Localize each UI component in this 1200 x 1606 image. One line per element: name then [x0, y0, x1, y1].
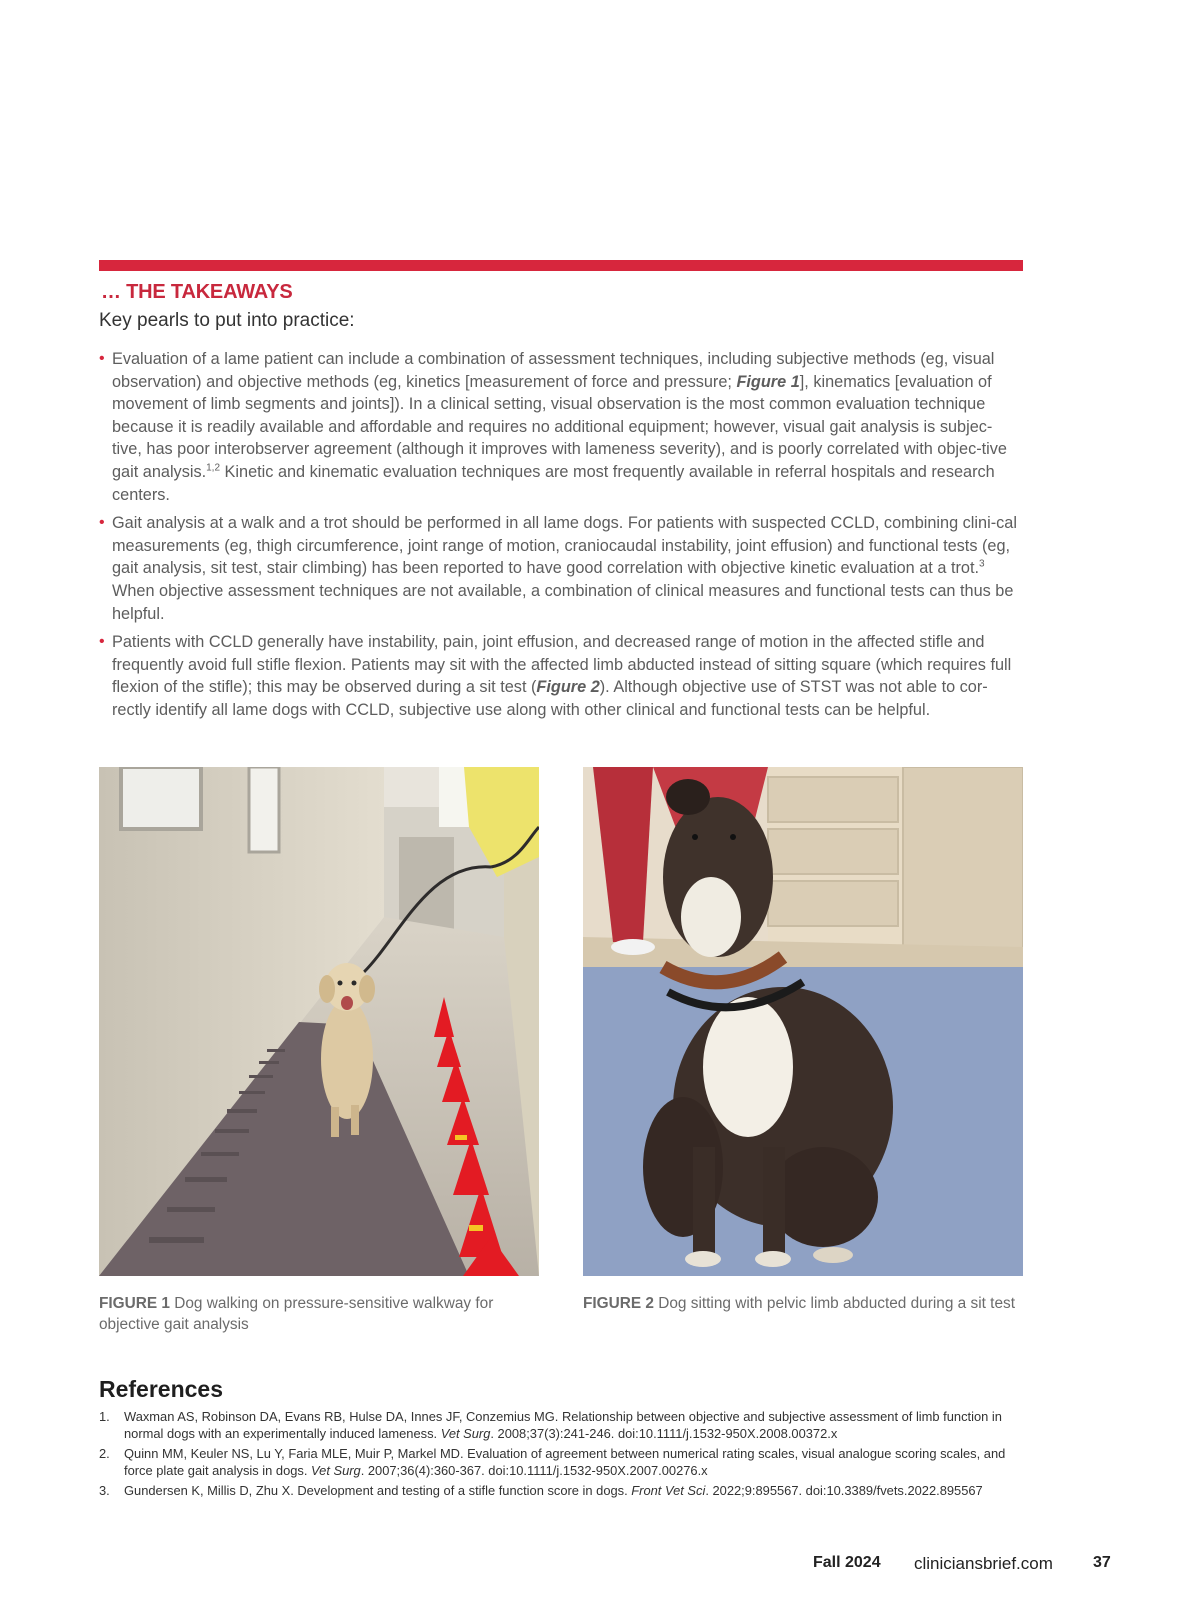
bullet-dot-icon: • — [99, 514, 105, 532]
reference-item: 1. Waxman AS, Robinson DA, Evans RB, Hulse DA, Innes JF, Conzemius MG. Relationship between objective and subjective assessment of limb function in normal dogs with an experimentally induced lameness. Vet Surg. 2008;37(3):241-246. doi:10.1111/j.1532-950X.2008.00372.x — [99, 1409, 1002, 1441]
figure-1-photo — [99, 767, 539, 1276]
figure-1-link[interactable]: Figure 1 — [736, 372, 800, 391]
reference-item: 2. Quinn MM, Keuler NS, Lu Y, Faria MLE, Muir P, Markel MD. Evaluation of agreement between numerical rating scales, visual analogue scoring scales, and force plate gait analysis in dogs. Vet Surg. 2007;36(4):360-367. doi:10.1111/j.1532-950X.2007.00276.x — [99, 1446, 1006, 1478]
figure-1-caption: FIGURE 1 Dog walking on pressure-sensitive walkway for objective gait analysis — [99, 1295, 494, 1333]
bullet-dot-icon: • — [99, 350, 105, 367]
citation[interactable]: 1,2 — [206, 462, 221, 474]
takeaways-list — [99, 348, 1021, 728]
page-number: 37 — [1093, 1554, 1111, 1571]
takeaway-item: • Gait analysis at a walk and a trot should be performed in all lame dogs. For patients with suspected CCLD, combining clini-cal measurements (eg, thigh circumference, joint range of motion, craniocaudal instability, joint effusion) and functional tests (eg, gait analysis, sit test, stair climbing) has been reported to have good correlation with objective kinetic evaluation at a trot.$^3$ When objective assessment techniques are not available, a combination of clinical measures and functional tests can thus be helpful. — [99, 514, 1017, 623]
reference-item: 3. Gundersen K, Millis D, Zhu X. Development and testing of a stifle function score in dogs. Front Vet Sci. 2022;9:895567. doi:10.3389/fvets.2022.895567 — [99, 1483, 983, 1499]
figure-2-label: FIGURE 2 — [583, 1295, 654, 1312]
bullet-dot-icon: • — [99, 633, 105, 651]
takeaways-subhead: Key pearls to put into practice: — [99, 310, 355, 331]
figure-1-label: FIGURE 1 — [99, 1295, 170, 1312]
site-link[interactable]: cliniciansbrief.com — [914, 1554, 1053, 1573]
section-rule — [99, 260, 1023, 271]
figure-2-caption: FIGURE 2 Dog sitting with pelvic limb abducted during a sit test — [583, 1295, 1015, 1312]
takeaway-item: • Evaluation of a lame patient can include a combination of assessment techniques, including subjective methods (eg, visual observation) and objective methods (eg, kinetics [measurement of force and pressure; Figure 1], kinematics [evaluation of movement of limb segments and joints]). In a clinical setting, visual observation is the most common evaluation technique because it is readily available and affordable and requires no additional equipment; however, visual gait analysis is subjec-tive, has poor interobserver agreement (although it improves with lameness severity), and is poorly correlated with objec-tive gait analysis.$^{1,2}$ Kinetic and kinematic evaluation techniques are most frequently available in referral hospitals and research centers. — [99, 350, 1007, 504]
takeaways-kicker: … THE TAKEAWAYS — [101, 281, 293, 303]
citation[interactable]: 3 — [979, 558, 985, 570]
takeaway-item: • Patients with CCLD generally have instability, pain, joint effusion, and decreased range of motion in the affected stifle and frequently avoid full stifle flexion. Patients may sit with the affected limb abducted instead of sitting square (which requires full flexion of the stifle); this may be observed during a sit test (Figure 2). Although objective use of STST was not able to cor-rectly identify all lame dogs with CCLD, subjective use along with other clinical and functional tests can be helpful. — [99, 633, 1012, 719]
references-heading: References — [99, 1376, 224, 1402]
issue-season: Fall 2024 — [813, 1554, 881, 1571]
figure-2-photo — [583, 767, 1023, 1276]
references-list — [99, 1409, 1029, 1504]
figure-2-link[interactable]: Figure 2 — [536, 678, 600, 697]
